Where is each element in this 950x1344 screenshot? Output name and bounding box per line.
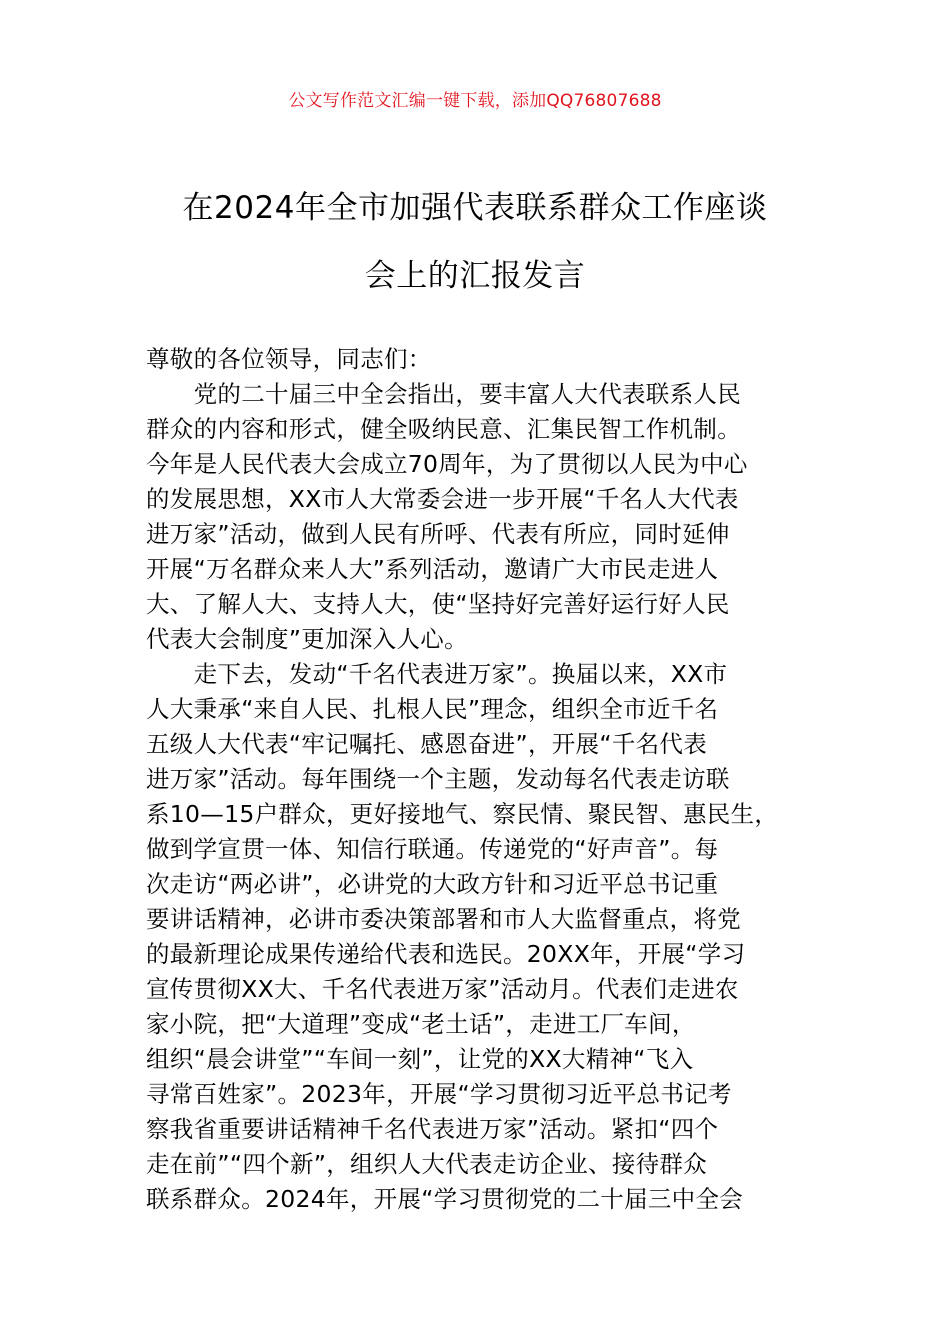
- body-line: 今年是人民代表大会成立70周年，为了贯彻以人民为中心: [146, 450, 748, 478]
- body-line: 家小院，把“大道理”变成“老土话”，走进工厂车间，: [146, 1010, 696, 1038]
- body-line: 要讲话精神，必讲市委决策部署和市人大监督重点，将党: [146, 905, 741, 933]
- body-line: 群众的内容和形式，健全吸纳民意、汇集民智工作机制。: [146, 415, 741, 443]
- body-line: 五级人大代表“牢记嘱托、感恩奋进”，开展“千名代表: [146, 730, 708, 758]
- page-title-line-2: 会上的汇报发言: [364, 258, 586, 294]
- body-line: 进万家”活动。每年围绕一个主题，发动每名代表走访联: [146, 765, 730, 793]
- page-title-line-1: 在2024年全市加强代表联系群众工作座谈: [182, 190, 768, 226]
- body-line: 察我省重要讲话精神千名代表进万家”活动。紧扣“四个: [146, 1115, 719, 1143]
- body-line: 走在前”“四个新”，组织人大代表走访企业、接待群众: [146, 1150, 708, 1178]
- body-line: 寻常百姓家”。2023年，开展“学习贯彻习近平总书记考: [146, 1080, 732, 1108]
- body-line: 进万家”活动，做到人民有所呼、代表有所应，同时延伸: [146, 520, 730, 548]
- body-line: 做到学宣贯一体、知信行联通。传递党的“好声音”。每: [146, 835, 719, 863]
- download-watermark-note: 公文写作范文汇编一键下载，添加QQ76807688: [288, 91, 662, 111]
- body-line: 宣传贯彻XX大、千名代表进万家”活动月。代表们走进农: [146, 975, 739, 1003]
- body-line: 联系群众。2024年，开展“学习贯彻党的二十届三中全会: [146, 1185, 744, 1213]
- body-line: 开展“万名群众来人大”系列活动，邀请广大市民走进人: [146, 555, 719, 583]
- body-line: 大、了解人大、支持人大，使“坚持好完善好运行好人民: [146, 590, 730, 618]
- body-line: 人大秉承“来自人民、扎根人民”理念，组织全市近千名: [146, 695, 719, 723]
- body-line: 次走访“两必讲”，必讲党的大政方针和习近平总书记重: [146, 870, 719, 898]
- body-line: 组织“晨会讲堂”“车间一刻”，让党的XX大精神“飞入: [146, 1045, 694, 1073]
- salutation: 尊敬的各位领导，同志们：: [146, 345, 432, 373]
- body-line: 走下去，发动“千名代表进万家”。换届以来，XX市: [146, 660, 728, 688]
- body-line: 的最新理论成果传递给代表和选民。20XX年，开展“学习: [146, 940, 746, 968]
- body-line: 党的二十届三中全会指出，要丰富人大代表联系人民: [146, 380, 741, 408]
- body-line: 系10—15户群众，更好接地气、察民情、聚民智、惠民生，: [146, 800, 779, 828]
- body-line: 的发展思想，XX市人大常委会进一步开展“千名人大代表: [146, 485, 739, 513]
- body-line: 代表大会制度”更加深入人心。: [146, 625, 468, 653]
